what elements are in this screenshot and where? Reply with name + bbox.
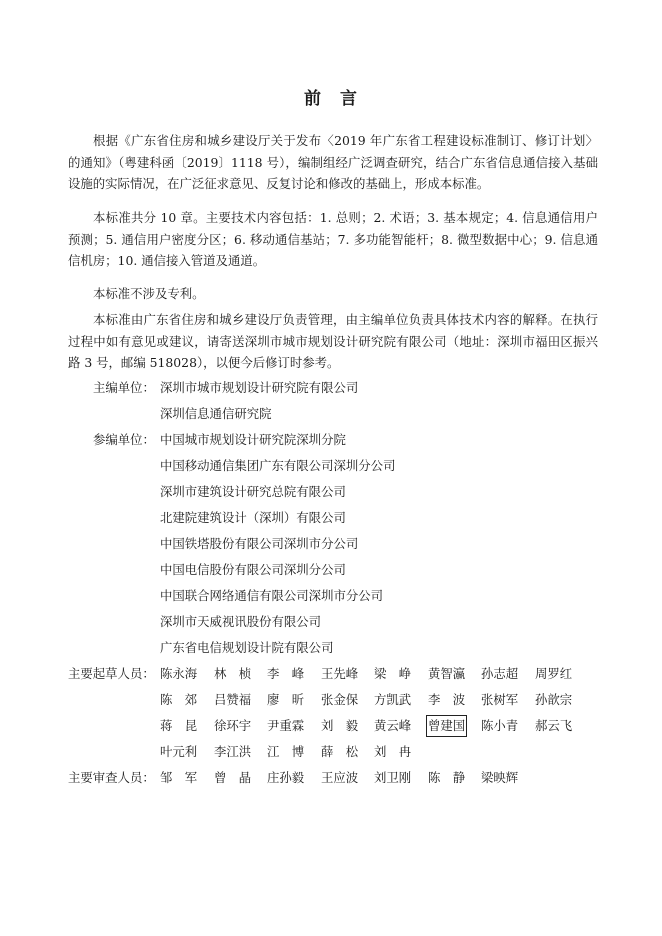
- drafter-name-highlighted: 曾建国: [428, 718, 466, 733]
- drafter-name: 刘 毅: [321, 718, 359, 733]
- participant-unit: 中国城市规划设计研究院深圳分院: [160, 432, 346, 447]
- reviewer-name: 邹 军: [160, 770, 198, 785]
- drafter-name: 江 博: [267, 744, 305, 759]
- reviewers-label: 主要审查人员：: [68, 770, 155, 785]
- drafter-name: 黄云峰: [374, 718, 412, 733]
- drafter-name: 王先峰: [321, 666, 359, 681]
- participant-unit: 中国电信股份有限公司深圳分公司: [160, 562, 346, 577]
- drafter-name: 蒋 昆: [160, 718, 198, 733]
- participant-unit: 北建院建筑设计（深圳）有限公司: [160, 510, 346, 525]
- participant-unit: 广东省电信规划设计院有限公司: [160, 640, 334, 655]
- drafter-name: 李江洪: [214, 744, 252, 759]
- preface-paragraph-management: 本标准由广东省住房和城乡建设厅负责管理，由主编单位负责具体技术内容的解释。在执行过程中如有意见或建议，请寄送深圳市城市规划设计研究院有限公司（地址：深圳市福田区振兴路 3 号，邮编 518028），以便今后修订时参考。: [68, 312, 598, 370]
- drafter-name: 陈 郊: [160, 692, 198, 707]
- drafter-name: 尹重霖: [267, 718, 305, 733]
- preface-paragraph-patent: 本标准不涉及专利。: [93, 286, 205, 301]
- reviewer-name: 陈 静: [428, 770, 466, 785]
- drafter-name: 黄智瀛: [428, 666, 466, 681]
- chief-editor-unit: 深圳信息通信研究院: [160, 406, 272, 421]
- drafter-name: 孙志超: [481, 666, 519, 681]
- drafter-name: 叶元利: [160, 744, 198, 759]
- reviewer-name: 梁映辉: [481, 770, 519, 785]
- drafter-name: 陈永海: [160, 666, 198, 681]
- participant-unit: 中国联合网络通信有限公司深圳市分公司: [160, 588, 384, 603]
- drafter-name: 李 峰: [267, 666, 305, 681]
- drafter-name: 郝云飞: [535, 718, 573, 733]
- drafter-name: 周罗红: [535, 666, 573, 681]
- drafter-name: 孙歆宗: [535, 692, 573, 707]
- drafter-name: 李 波: [428, 692, 466, 707]
- page-title: 前 言: [304, 89, 358, 109]
- drafter-name: 徐环宇: [214, 718, 252, 733]
- drafter-name: 陈小青: [481, 718, 519, 733]
- participants-label: 参编单位：: [93, 432, 155, 447]
- reviewer-name: 王应波: [321, 770, 359, 785]
- reviewer-name: 庄孙毅: [267, 770, 305, 785]
- drafter-name: 薛 松: [321, 744, 359, 759]
- reviewer-name: 曾 晶: [214, 770, 252, 785]
- reviewer-name: 刘卫刚: [374, 770, 412, 785]
- drafter-name: 张树军: [481, 692, 519, 707]
- chief-editor-unit: 深圳市城市规划设计研究院有限公司: [160, 380, 359, 395]
- drafter-name: 廖 昕: [267, 692, 305, 707]
- drafter-name: 方凯武: [374, 692, 412, 707]
- participant-unit: 深圳市天威视讯股份有限公司: [160, 614, 322, 629]
- participant-unit: 深圳市建筑设计研究总院有限公司: [160, 484, 346, 499]
- chief-editor-label: 主编单位：: [93, 380, 155, 395]
- preface-paragraph-basis: 根据《广东省住房和城乡建设厅关于发布〈2019 年广东省工程建设标准制订、修订计划〉的通知》（粤建科函〔2019〕1118 号），编制组经广泛调查研究，结合广东省信息通信接入基础设施的实际情况，在广泛征求意见、反复讨论和修改的基础上，形成本标准。: [68, 133, 598, 191]
- drafter-name: 刘 冉: [374, 744, 412, 759]
- drafter-name: 吕赞福: [214, 692, 252, 707]
- drafter-name: 梁 峥: [374, 666, 412, 681]
- drafter-name: 张金保: [321, 692, 359, 707]
- participant-unit: 中国铁塔股份有限公司深圳市分公司: [160, 536, 359, 551]
- drafter-name: 林 桢: [214, 666, 252, 681]
- drafters-label: 主要起草人员：: [68, 666, 155, 681]
- preface-paragraph-contents: 本标准共分 10 章。主要技术内容包括：1. 总则；2. 术语；3. 基本规定；4. 信息通信用户预测；5. 通信用户密度分区；6. 移动通信基站；7. 多功能智能杆；8. 微型数据中心；9. 信息通信机房；10. 通信接入管道及通道。: [68, 210, 598, 268]
- participant-unit: 中国移动通信集团广东有限公司深圳分公司: [160, 458, 396, 473]
